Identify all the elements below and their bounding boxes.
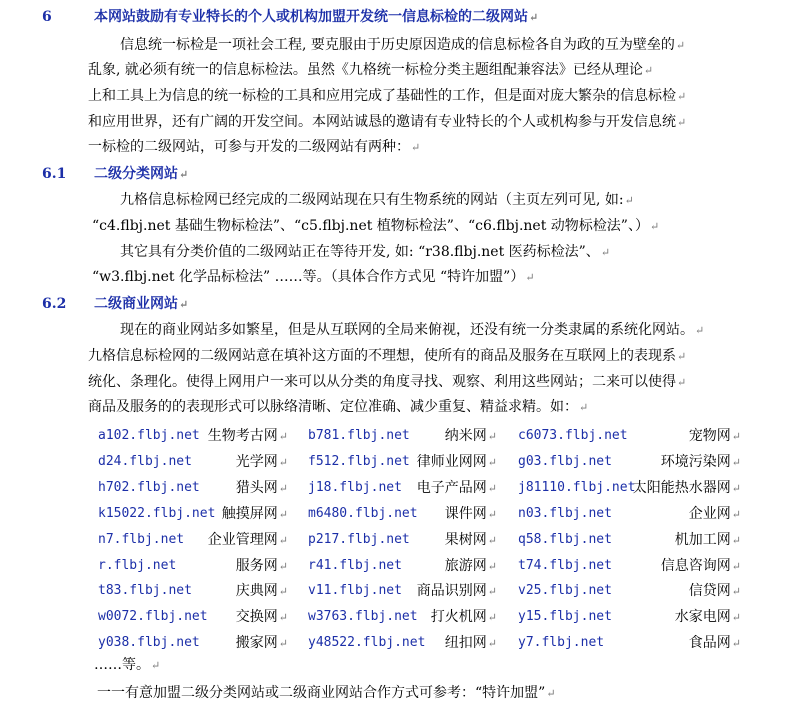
site-domain-link[interactable]: p217.flbj.net <box>308 532 410 547</box>
site-name: 光学网↵ <box>235 454 288 470</box>
site-name: 纳米网↵ <box>444 428 497 444</box>
paragraph-mark-icon: ↵ <box>278 456 288 469</box>
paragraph-mark-icon: ↵ <box>487 430 497 443</box>
paragraph-mark-icon: ↵ <box>675 39 686 52</box>
site-name: 交换网↵ <box>235 609 288 625</box>
site-table-row <box>0 452 803 472</box>
paragraph-mark-icon: ↵ <box>487 637 497 650</box>
site-domain-link[interactable]: y038.flbj.net <box>98 635 200 650</box>
site-name: 触摸屏网↵ <box>221 506 288 522</box>
paragraph-mark-icon: ↵ <box>278 508 288 521</box>
site-table-row <box>0 607 803 627</box>
site-table-row <box>0 581 803 601</box>
paragraph-mark-icon: ↵ <box>278 560 288 573</box>
site-name: 律师业网网↵ <box>416 454 497 470</box>
paragraph-mark-icon: ↵ <box>731 456 741 469</box>
site-name: 食品网↵ <box>688 635 741 651</box>
site-domain-link[interactable]: h702.flbj.net <box>98 480 200 495</box>
site-name: 企业管理网↵ <box>207 532 288 548</box>
paragraph-mark-icon: ↵ <box>579 401 589 414</box>
section-6-1-title: 二级分类网站↵ <box>94 166 189 182</box>
paragraph-mark-icon: ↵ <box>677 350 687 363</box>
site-name: 庆典网↵ <box>235 583 288 599</box>
site-domain-link[interactable]: f512.flbj.net <box>308 454 410 469</box>
site-table-row <box>0 426 803 446</box>
site-name: 环境污染网↵ <box>660 454 741 470</box>
paragraph-mark-icon: ↵ <box>151 659 161 672</box>
site-domain-link[interactable]: j81110.flbj.net <box>518 480 636 495</box>
site-domain-link[interactable]: r.flbj.net <box>98 558 177 573</box>
section-6-2-para-line-4: 商品及服务的的表现形式可以脉络清晰、定位准确、减少重复、精益求精。如：↵ <box>88 399 589 415</box>
section-6-title <box>94 7 538 28</box>
section-6-1-para-line-2: “c4.flbj.net 基础生物标检法”、“c5.flbj.net 植物标检法”、“c6.flbj.net 动物标检法”、）↵ <box>92 218 660 234</box>
site-domain-link[interactable]: a102.flbj.net <box>98 428 200 443</box>
paragraph-mark-icon: ↵ <box>731 430 741 443</box>
paragraph-mark-icon: ↵ <box>487 456 497 469</box>
paragraph-mark-icon: ↵ <box>278 534 288 547</box>
paragraph-mark-icon: ↵ <box>411 141 421 154</box>
section-6-title-text: 本网站鼓励有专业特长的个人或机构加盟开发统一信息标检的二级网站 <box>94 9 528 25</box>
paragraph-mark-icon: ↵ <box>487 534 497 547</box>
paragraph-mark-icon: ↵ <box>278 585 288 598</box>
paragraph-mark-icon: ↵ <box>731 637 741 650</box>
paragraph-mark-icon: ↵ <box>600 246 611 259</box>
paragraph-mark-icon: ↵ <box>731 611 741 624</box>
paragraph-mark-icon: ↵ <box>278 482 288 495</box>
site-domain-link[interactable]: w3763.flbj.net <box>308 609 418 624</box>
site-domain-link[interactable]: t83.flbj.net <box>98 583 192 598</box>
site-table-row <box>0 556 803 576</box>
section-6-1-para-line-1: 九格信息标检网已经完成的二级网站现在只有生物系统的网站（主页左列可见, 如:↵ <box>120 192 634 208</box>
paragraph-mark-icon: ↵ <box>487 482 497 495</box>
site-name: 水家电网↵ <box>674 609 741 625</box>
site-name: 果树网↵ <box>444 532 497 548</box>
site-domain-link[interactable]: v25.flbj.net <box>518 583 612 598</box>
paragraph-mark-icon: ↵ <box>278 611 288 624</box>
site-name: 信息咨询网↵ <box>660 558 741 574</box>
site-name: 企业网↵ <box>688 506 741 522</box>
site-domain-link[interactable]: g03.flbj.net <box>518 454 612 469</box>
site-name: 服务网↵ <box>235 558 288 574</box>
paragraph-mark-icon: ↵ <box>677 90 687 103</box>
site-name: 搬家网↵ <box>235 635 288 651</box>
paragraph-mark-icon: ↵ <box>695 324 705 337</box>
site-table-row <box>0 530 803 550</box>
site-name: 太阳能热水器网↵ <box>632 480 741 496</box>
site-name: 纽扣网↵ <box>444 635 497 651</box>
section-6-2-ending: ……等。↵ <box>94 657 161 673</box>
site-name: 猎头网↵ <box>235 480 288 496</box>
paragraph-mark-icon: ↵ <box>487 508 497 521</box>
paragraph-mark-icon: ↵ <box>731 508 741 521</box>
paragraph-mark-icon: ↵ <box>525 271 535 284</box>
site-domain-link[interactable]: v11.flbj.net <box>308 583 402 598</box>
site-domain-link[interactable]: y7.flbj.net <box>518 635 605 650</box>
site-domain-link[interactable]: k15022.flbj.net <box>98 506 216 521</box>
paragraph-mark-icon: ↵ <box>487 611 497 624</box>
site-name: 商品识别网↵ <box>416 583 497 599</box>
section-6-number: 6 <box>42 9 52 25</box>
section-6-para-line-2: 乱象, 就必须有统一的信息标检法。虽然《九格统一标检分类主题组配兼容法》已经从理论↵ <box>88 62 654 78</box>
paragraph-mark-icon: ↵ <box>179 168 189 181</box>
site-name: 生物考古网↵ <box>207 428 288 444</box>
site-name: 电子产品网↵ <box>416 480 497 496</box>
section-6-2-para-line-1: 现在的商业网站多如繁星，但是从互联网的全局来俯视，还没有统一分类隶属的系统化网站。↵ <box>120 322 705 338</box>
footnote: 一一有意加盟二级分类网站或二级商业网站合作方式可参考：“特许加盟”↵ <box>97 685 556 701</box>
site-table-row <box>0 633 803 653</box>
site-domain-link[interactable]: r41.flbj.net <box>308 558 402 573</box>
paragraph-mark-icon: ↵ <box>643 64 654 77</box>
site-domain-link[interactable]: d24.flbj.net <box>98 454 192 469</box>
paragraph-mark-icon: ↵ <box>731 560 741 573</box>
site-name: 信贷网↵ <box>688 583 741 599</box>
site-name: 机加工网↵ <box>674 532 741 548</box>
paragraph-mark-icon: ↵ <box>731 482 741 495</box>
paragraph-mark-icon: ↵ <box>179 298 189 311</box>
paragraph-mark-icon: ↵ <box>546 687 556 700</box>
paragraph-mark-icon: ↵ <box>278 637 288 650</box>
paragraph-mark-icon: ↵ <box>487 560 497 573</box>
section-6-para-line-5: 一标检的二级网站，可参与开发的二级网站有两种：↵ <box>88 139 421 155</box>
site-table-row <box>0 504 803 524</box>
section-6-2-para-line-2: 九格信息标检网的二级网站意在填补这方面的不理想，使所有的商品及服务在互联网上的表现系↵ <box>88 348 687 364</box>
section-6-2-number: 6.2 <box>42 296 67 312</box>
section-6-para-line-3: 上和工具上为信息的统一标检的工具和应用完成了基础性的工作，但是面对庞大繁杂的信息标检↵ <box>88 88 687 104</box>
site-domain-link[interactable]: j18.flbj.net <box>308 480 402 495</box>
paragraph-mark-icon: ↵ <box>731 585 741 598</box>
site-domain-link[interactable]: y48522.flbj.net <box>308 635 426 650</box>
site-domain-link[interactable]: w0072.flbj.net <box>98 609 208 624</box>
site-table-row <box>0 478 803 498</box>
paragraph-mark-icon: ↵ <box>677 376 687 389</box>
site-name: 旅游网↵ <box>444 558 497 574</box>
paragraph-mark-icon: ↵ <box>487 585 497 598</box>
paragraph-mark-icon: ↵ <box>529 11 539 24</box>
paragraph-mark-icon: ↵ <box>624 194 634 207</box>
paragraph-mark-icon: ↵ <box>649 220 660 233</box>
site-domain-link[interactable]: b781.flbj.net <box>308 428 410 443</box>
site-name: 宠物网↵ <box>688 428 741 444</box>
section-6-1-para-line-3: 其它具有分类价值的二级网站正在等待开发, 如: “r38.flbj.net 医药标检法”、↵ <box>120 244 611 260</box>
paragraph-mark-icon: ↵ <box>731 534 741 547</box>
site-domain-link[interactable]: c6073.flbj.net <box>518 428 628 443</box>
site-domain-link[interactable]: q58.flbj.net <box>518 532 612 547</box>
site-name: 课件网↵ <box>444 506 497 522</box>
site-domain-link[interactable]: t74.flbj.net <box>518 558 612 573</box>
section-6-1-number: 6.1 <box>42 166 67 182</box>
section-6-2-para-line-3: 统化、条理化。使得上网用户一来可以从分类的角度寻找、观察、利用这些网站；二来可以使得↵ <box>88 374 687 390</box>
section-6-1-para-line-4: “w3.flbj.net 化学品标检法” ……等。（具体合作方式见 “特许加盟”）↵ <box>92 269 535 285</box>
section-6-2-title: 二级商业网站↵ <box>94 296 189 312</box>
site-domain-link[interactable]: n7.flbj.net <box>98 532 185 547</box>
paragraph-mark-icon: ↵ <box>278 430 288 443</box>
site-name: 打火机网↵ <box>430 609 497 625</box>
section-6-para-line-4: 和应用世界，还有广阔的开发空间。本网站诚恳的邀请有专业特长的个人或机构参与开发信息统↵ <box>88 114 687 130</box>
site-domain-link[interactable]: m6480.flbj.net <box>308 506 418 521</box>
site-domain-link[interactable]: y15.flbj.net <box>518 609 612 624</box>
site-domain-link[interactable]: n03.flbj.net <box>518 506 612 521</box>
paragraph-mark-icon: ↵ <box>677 116 687 129</box>
section-6-para-line-1: 信息统一标检是一项社会工程, 要克服由于历史原因造成的信息标检各自为政的互为壁垒的↵ <box>120 37 686 53</box>
